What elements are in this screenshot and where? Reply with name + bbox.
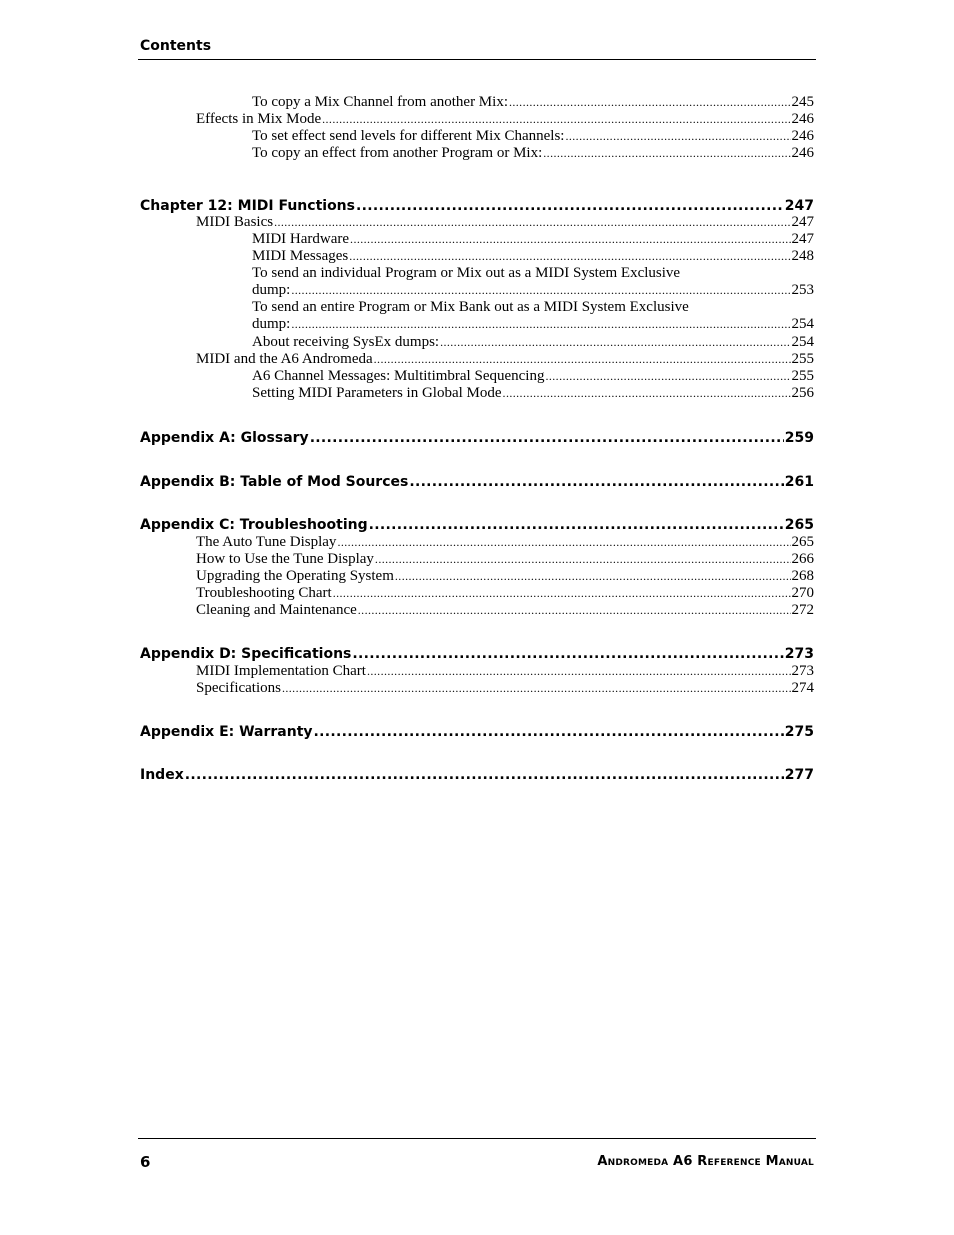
dot-leader [367,663,791,680]
toc-chapter-label: Appendix D: Specifications [140,646,352,662]
toc-entry-page: 266 [791,551,814,567]
toc-entry-page: 247 [791,231,814,247]
toc-chapter-page: 265 [784,517,814,533]
running-head: Contents [140,38,212,54]
toc-chapter-label: Appendix E: Warranty [140,724,313,740]
dot-leader [509,94,791,111]
toc-chapter[interactable] [0,723,954,742]
toc-entry[interactable] [0,145,954,162]
toc-chapter-page: 275 [784,724,814,740]
toc-entry-label: MIDI Hardware [252,231,350,247]
toc-chapter-page: 261 [784,474,814,490]
toc-entry-label: Specifications [196,680,281,696]
dot-leader [565,128,790,145]
toc-entry-label: To copy an effect from another Program or Mix: [252,145,543,161]
toc-entry-page: 255 [791,351,814,367]
toc-entry[interactable] [0,214,954,231]
dot-leader [322,111,790,128]
toc-entry[interactable] [0,351,954,368]
dot-leader [352,645,783,664]
toc-entry-label: MIDI and the A6 Andromeda [196,351,373,367]
dot-leader [358,602,791,619]
dot-leader [349,248,790,265]
toc-entry-label: MIDI Basics [196,214,274,230]
toc-entry-label-line1[interactable]: To send an entire Program or Mix Bank out as a MIDI System Exclusive [252,299,689,315]
toc-entry-page: 246 [791,111,814,127]
toc-entry-page: 253 [791,282,814,298]
toc-chapter-label: Chapter 12: MIDI Functions [140,198,355,214]
toc-entry-label: MIDI Messages [252,248,349,264]
toc-chapter[interactable] [0,645,954,664]
toc-entry-label: Troubleshooting Chart [196,585,332,601]
toc-entry-label: Cleaning and Maintenance [196,602,357,618]
toc-entry-label: How to Use the Tune Display [196,551,374,567]
toc-entry[interactable] [0,534,954,551]
toc-entry-label: Effects in Mix Mode [196,111,322,127]
toc-entry[interactable] [0,248,954,265]
dot-leader [374,351,791,368]
dot-leader [291,282,790,299]
dot-leader [440,334,790,351]
toc-entry-label: Upgrading the Operating System [196,568,394,584]
dot-leader [333,585,791,602]
dot-leader [409,473,783,492]
dot-leader [291,316,790,333]
toc-chapter[interactable] [0,473,954,492]
toc-entry-page: 254 [791,316,814,332]
toc-entry[interactable] [0,334,954,351]
dot-leader [369,516,784,535]
toc-chapter-label: Appendix C: Troubleshooting [140,517,368,533]
footer-rule [138,1138,816,1139]
toc-entry-page: 247 [791,214,814,230]
toc-entry-label: A6 Channel Messages: Multitimbral Sequencing [252,368,545,384]
toc-entry[interactable] [0,94,954,111]
book-title: Andromeda A6 Reference Manual [597,1154,814,1169]
toc-entry-label: The Auto Tune Display [196,534,337,550]
toc-entry[interactable] [0,568,954,585]
toc-chapter-label: Index [140,767,184,783]
toc-chapter-label: Appendix A: Glossary [140,430,309,446]
toc-entry-page: 274 [791,680,814,696]
dot-leader [350,231,790,248]
toc-entry[interactable] [0,585,954,602]
dot-leader [543,145,790,162]
toc-entry[interactable] [0,111,954,128]
toc-entry-label: To set effect send levels for different Mix Channels: [252,128,565,144]
toc-entry[interactable] [0,368,954,385]
toc-entry[interactable] [0,128,954,145]
toc-entry-page: 256 [791,385,814,401]
toc-entry-page: 246 [791,128,814,144]
dot-leader [395,568,791,585]
toc-entry[interactable] [0,663,954,680]
toc-entry-page: 270 [791,585,814,601]
toc-entry-label: MIDI Implementation Chart [196,663,366,679]
toc-entry-page: 248 [791,248,814,264]
dot-leader [314,723,784,742]
toc-chapter[interactable] [0,516,954,535]
toc-chapter-page: 259 [784,430,814,446]
dot-leader [337,534,790,551]
toc-entry-page: 255 [791,368,814,384]
toc-entry[interactable] [0,316,954,333]
toc-entry-label-line1[interactable]: To send an individual Program or Mix out as a MIDI System Exclusive [252,265,681,281]
toc-chapter-page: 277 [784,767,814,783]
toc-entry[interactable] [0,282,954,299]
toc-entry-label: To copy a Mix Channel from another Mix: [252,94,508,110]
dot-leader [310,429,784,448]
dot-leader [282,680,791,697]
toc-entry-label: dump: [252,282,291,298]
toc-entry-label: dump: [252,316,291,332]
toc-entry-page: 268 [791,568,814,584]
toc-entry-page: 254 [791,334,814,350]
toc-entry[interactable] [0,680,954,697]
dot-leader [503,385,791,402]
toc-entry-page: 265 [791,534,814,550]
dot-leader [185,766,784,785]
toc-chapter-page: 273 [784,646,814,662]
toc-entry-page: 273 [791,663,814,679]
header-rule [138,59,816,60]
dot-leader [274,214,790,231]
toc-entry-page: 245 [791,94,814,110]
toc-entry-label: About receiving SysEx dumps: [252,334,440,350]
dot-leader [375,551,791,568]
toc-entry[interactable] [0,231,954,248]
toc-entry[interactable] [0,385,954,402]
toc-entry[interactable] [0,551,954,568]
toc-entry[interactable] [0,602,954,619]
toc-entry-page: 246 [791,145,814,161]
page-number: 6 [140,1153,151,1171]
toc-chapter[interactable] [0,429,954,448]
toc-chapter-label: Appendix B: Table of Mod Sources [140,474,409,490]
toc-chapter-page: 247 [784,198,814,214]
dot-leader [545,368,790,385]
toc-entry-label: Setting MIDI Parameters in Global Mode [252,385,502,401]
toc-entry-page: 272 [791,602,814,618]
toc-chapter[interactable] [0,766,954,785]
